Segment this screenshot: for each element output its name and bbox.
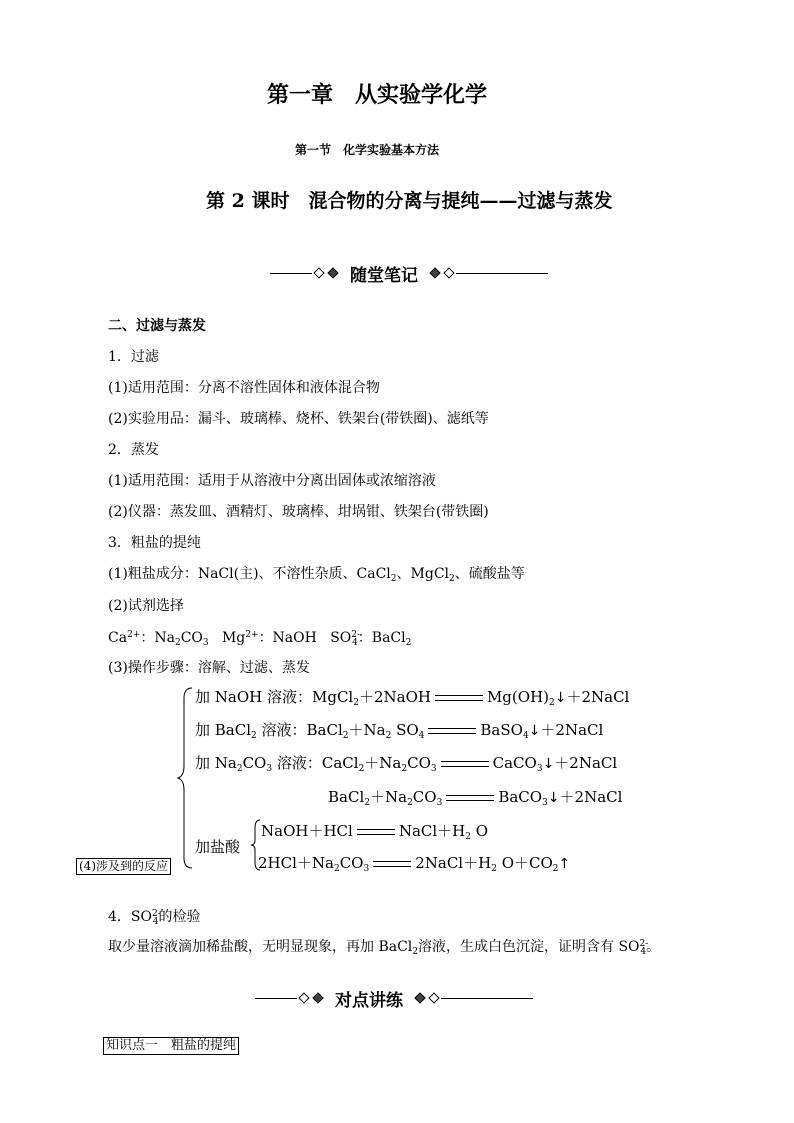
evaporation-instruments: (2)仪器：蒸发皿、酒精灯、玻璃棒、坩埚钳、铁架台(带铁圈): [108, 504, 489, 520]
lesson-title: 第 2 课时 混合物的分离与提纯——过滤与蒸发: [206, 190, 613, 212]
knowledge-point-label: 知识点一 粗盐的提纯: [103, 1037, 239, 1055]
reactions-label: (4)涉及到的反应: [76, 858, 171, 875]
sulfate-test-body: 取少量溶液滴加稀盐酸，无明显现象，再加 BaCl$_2$溶液，生成白色沉淀，证明含有 $SO^{2-}_4$。: [108, 939, 661, 957]
reaction-hcl-naoh: NaOH＋HCl $NaCl+H_2$ O: [261, 822, 489, 842]
chapter-title: 第一章 从实验学化学: [266, 82, 487, 108]
filter-title: 1．过滤: [108, 349, 159, 365]
notes-banner: [270, 261, 548, 285]
evaporation-scope: (1)适用范围：适用于从溶液中分离出固体或浓缩溶液: [108, 473, 436, 489]
sulfate-test-title: 4．$SO^{2-}_4$的检验: [108, 909, 201, 927]
notes-banner-title: 随堂笔记: [350, 265, 418, 286]
reaction-na2co3-cacl2: 加 $Na_2CO_3$ 溶液：$CaCl_2+Na_2CO_3$ CaCO$_3$↓＋2NaCl: [195, 754, 618, 774]
crude-salt-composition: (1)粗盐成分：NaCl(主)、不溶性杂质、CaCl$_2$、MgCl$_2$、硫酸盐等: [108, 566, 525, 584]
practice-banner: [255, 986, 533, 1010]
reagent-selection-title: (2)试剂选择: [108, 598, 184, 614]
section-title: 第一节 化学实验基本方法: [294, 143, 439, 157]
acid-label: 加盐酸: [195, 838, 241, 856]
reaction-bacl2: 加 BaCl$_2$ 溶液：$BaCl_2+Na_2$ $SO_4$ BaSO$_4$↓＋2NaCl: [195, 721, 604, 741]
outer-brace: [176, 684, 196, 874]
filter-equipment: (2)实验用品：漏斗、玻璃棒、烧杯、铁架台(带铁圈)、滤纸等: [108, 411, 489, 427]
heading-filter-evaporate: 二、过滤与蒸发: [108, 318, 206, 334]
reaction-na2co3-bacl2: $BaCl_2+Na_2CO_3$ BaCO$_3$↓＋2NaCl: [328, 788, 623, 808]
evaporation-title: 2．蒸发: [108, 442, 159, 458]
operation-steps: (3)操作步骤：溶解、过滤、蒸发: [108, 660, 310, 676]
reaction-naoh: 加 NaOH 溶液：MgCl$_2$＋2NaOH $Mg(OH)_2↓+2NaCl$: [195, 688, 630, 708]
practice-banner-title: 对点讲练: [335, 990, 403, 1011]
crude-salt-title: 3．粗盐的提纯: [108, 535, 201, 551]
filter-scope: (1)适用范围：分离不溶性固体和液体混合物: [108, 380, 380, 396]
reaction-hcl-na2co3: $2HCl+Na_2CO_3$ $2NaCl+H_2$ $O+CO_2↑$: [258, 854, 571, 874]
reagent-selection: $Ca^{2+}$：$Na_2CO_3$ $Mg^{2+}$：NaOH $SO^{2-}_4$：BaCl$_2$: [108, 630, 412, 648]
